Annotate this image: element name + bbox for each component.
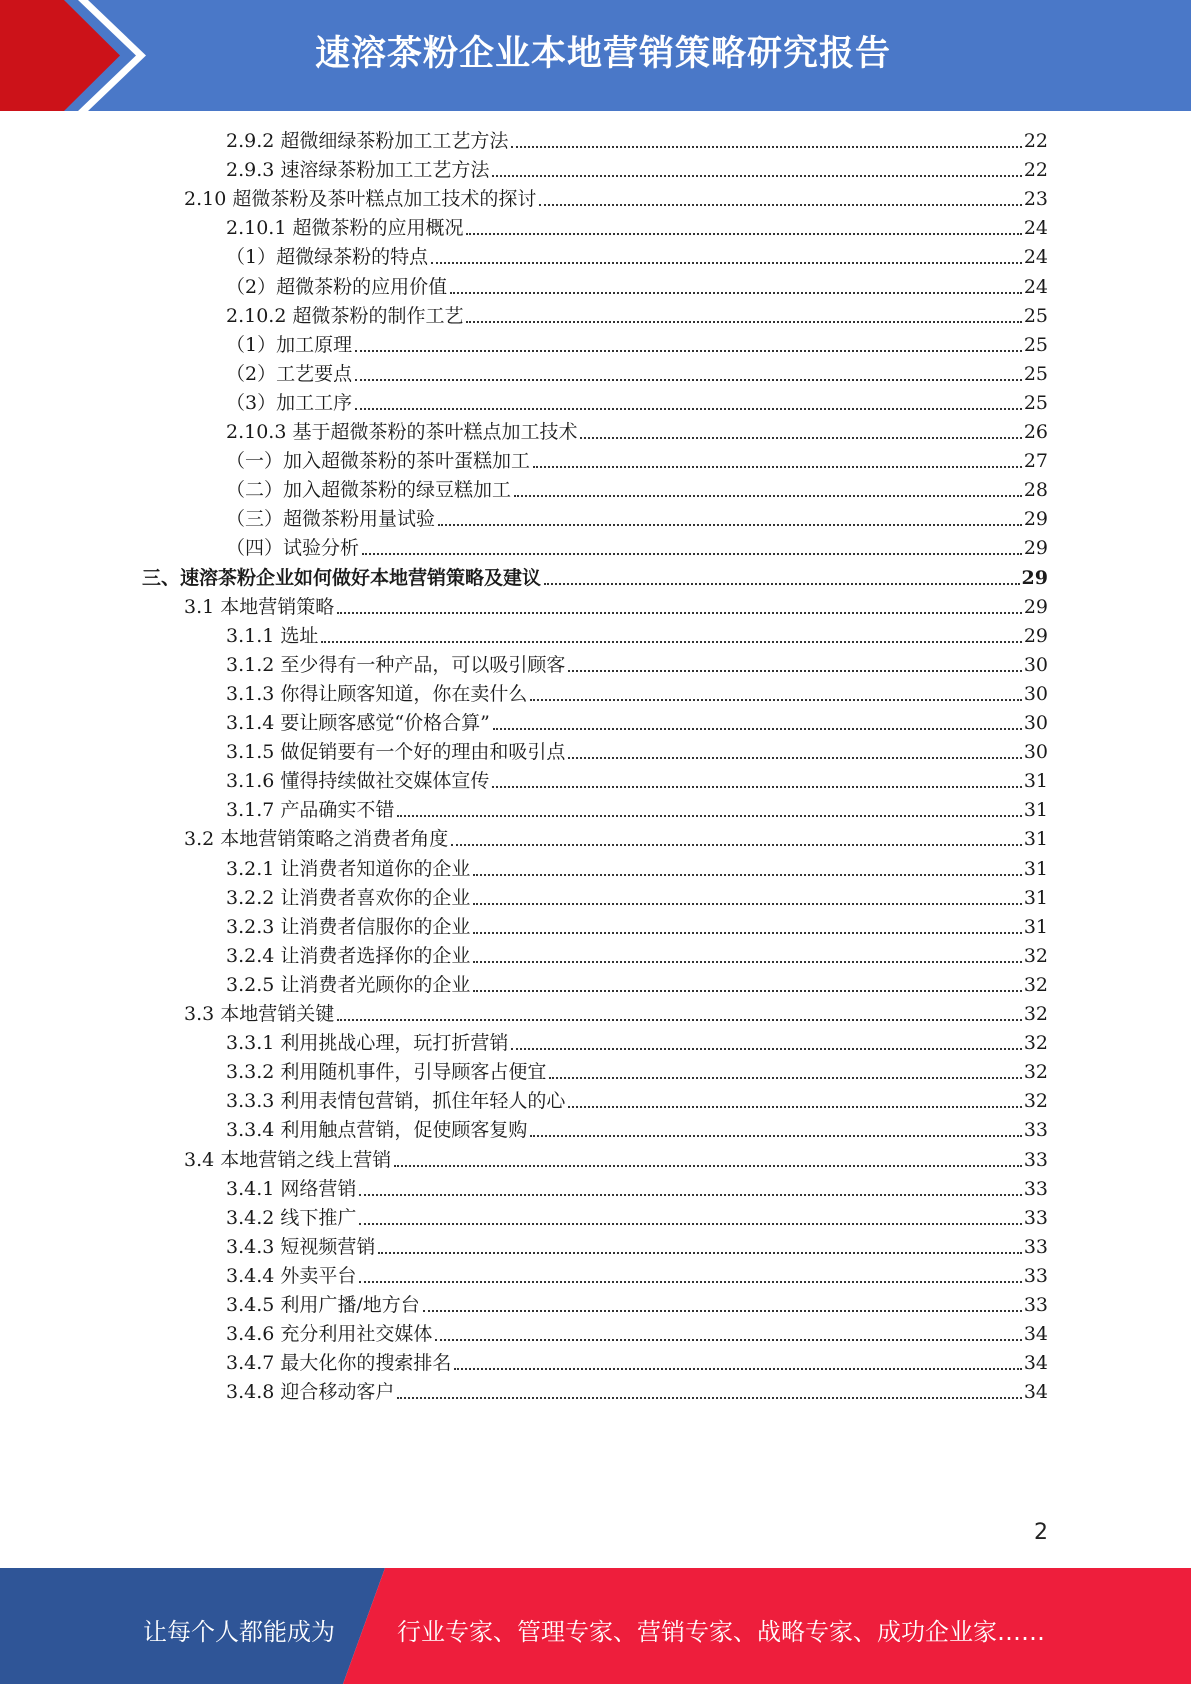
toc-entry-page: 25 xyxy=(1023,362,1048,385)
toc-leader-dots xyxy=(492,174,1021,177)
toc-entry-page: 31 xyxy=(1023,828,1048,851)
toc-entry-title: 3.3.3 利用表情包营销，抓住年轻人的心 xyxy=(226,1090,566,1113)
report-title: 速溶茶粉企业本地营销策略研究报告 xyxy=(314,34,891,74)
toc-entry[interactable] xyxy=(226,1234,1048,1260)
toc-entry-page: 31 xyxy=(1023,770,1048,793)
toc-leader-dots xyxy=(568,669,1021,672)
toc-entry-page: 30 xyxy=(1023,653,1048,676)
toc-leader-dots xyxy=(431,261,1022,264)
toc-entry-page: 33 xyxy=(1023,1206,1048,1229)
toc-entry-title: 2.10.3 基于超微茶粉的茶叶糕点加工技术 xyxy=(226,421,578,443)
toc-entry-title: 3.1.5 做促销要有一个好的理由和吸引点 xyxy=(226,741,566,764)
toc-entry-page: 22 xyxy=(1023,130,1048,152)
toc-entry-title: 3.1.2 至少得有一种产品，可以吸引顾客 xyxy=(226,653,566,676)
toc-leader-dots xyxy=(397,1396,1021,1399)
toc-entry[interactable] xyxy=(226,1088,1048,1114)
toc-leader-dots xyxy=(355,407,1022,410)
toc-entry-page: 32 xyxy=(1023,973,1048,996)
toc-entry[interactable] xyxy=(226,710,1048,736)
toc-entry[interactable] xyxy=(226,215,1048,241)
toc-entry-page: 33 xyxy=(1023,1235,1048,1258)
toc-leader-dots xyxy=(530,1134,1021,1137)
toc-entry-title: 3.2.1 让消费者知道你的企业 xyxy=(226,857,471,880)
toc-leader-dots xyxy=(511,145,1021,148)
toc-entry-title: 3.4.3 短视频营销 xyxy=(226,1235,376,1258)
toc-entry[interactable] xyxy=(226,448,1048,474)
toc-entry-title: 3.2.2 让消费者喜欢你的企业 xyxy=(226,886,471,909)
toc-entry[interactable] xyxy=(226,797,1048,823)
toc-entry-page: 29 xyxy=(1023,508,1048,531)
toc-entry[interactable] xyxy=(226,477,1048,503)
toc-entry-title: 3.2.5 让消费者光顾你的企业 xyxy=(226,973,471,996)
toc-entry[interactable] xyxy=(226,506,1048,532)
toc-entry-title: 3.3 本地营销关键 xyxy=(184,1003,335,1025)
toc-entry-page: 29 xyxy=(1023,624,1048,647)
toc-entry-title: 3.4.8 迎合移动客户 xyxy=(226,1381,395,1404)
toc-entry[interactable] xyxy=(226,419,1048,445)
toc-leader-dots xyxy=(580,436,1021,439)
toc-entry[interactable] xyxy=(142,565,1048,591)
toc-entry-page: 32 xyxy=(1023,1090,1048,1113)
toc-entry-title: （三）超微茶粉用量试验 xyxy=(226,508,436,531)
toc-entry-page: 31 xyxy=(1023,915,1048,938)
toc-entry-title: 3.4.2 线下推广 xyxy=(226,1206,357,1229)
toc-entry[interactable] xyxy=(226,157,1048,183)
toc-entry[interactable] xyxy=(226,914,1048,940)
toc-entry-page: 28 xyxy=(1023,479,1048,502)
toc-entry-title: （2）超微茶粉的应用价值 xyxy=(226,275,448,298)
toc-leader-dots xyxy=(454,1367,1021,1370)
toc-entry-page: 32 xyxy=(1023,1003,1048,1025)
toc-entry-page: 32 xyxy=(1023,1032,1048,1055)
toc-entry-page: 29 xyxy=(1021,566,1048,589)
toc-entry-title: 3.2.3 让消费者信服你的企业 xyxy=(226,915,471,938)
toc-leader-dots xyxy=(359,1193,1021,1196)
toc-entry-page: 33 xyxy=(1023,1177,1048,1200)
toc-leader-dots xyxy=(492,785,1021,788)
toc-leader-dots xyxy=(511,1047,1021,1050)
toc-entry-title: 3.1.7 产品确实不错 xyxy=(226,799,395,822)
toc-leader-dots xyxy=(378,1251,1021,1254)
toc-leader-dots xyxy=(423,1309,1022,1312)
toc-entry-page: 31 xyxy=(1023,799,1048,822)
toc-entry-title: 3.3.2 利用随机事件，引导顾客占便宜 xyxy=(226,1061,547,1084)
toc-leader-dots xyxy=(473,960,1021,963)
toc-entry-page: 32 xyxy=(1023,1061,1048,1084)
toc-entry[interactable] xyxy=(226,768,1048,794)
toc-entry-title: 3.3.4 利用触点营销，促使顾客复购 xyxy=(226,1119,528,1142)
footer-roles: 行业专家、管理专家、营销专家、战略专家、成功企业家…… xyxy=(397,1618,1045,1646)
toc-entry-page: 30 xyxy=(1023,741,1048,764)
toc-entry[interactable] xyxy=(226,885,1048,911)
toc-entry-page: 27 xyxy=(1023,450,1048,473)
toc-entry-title: 3.1.1 选址 xyxy=(226,624,319,647)
toc-entry-title: 3.4.1 网络营销 xyxy=(226,1177,357,1200)
toc-entry-page: 31 xyxy=(1023,886,1048,909)
toc-entry[interactable] xyxy=(184,826,1048,852)
toc-entry-page: 30 xyxy=(1023,712,1048,734)
toc-leader-dots xyxy=(451,843,1022,846)
toc-entry[interactable] xyxy=(184,594,1048,620)
toc-entry[interactable] xyxy=(226,390,1048,416)
toc-entry-title: （2）工艺要点 xyxy=(226,362,353,385)
toc-leader-dots xyxy=(466,320,1021,323)
toc-entry[interactable] xyxy=(226,1263,1048,1289)
toc-leader-dots xyxy=(337,1018,1022,1021)
toc-entry-page: 33 xyxy=(1023,1148,1048,1171)
toc-entry-page: 25 xyxy=(1023,304,1048,327)
toc-entry-title: 3.4.4 外卖平台 xyxy=(226,1264,357,1287)
toc-leader-dots xyxy=(473,989,1021,992)
toc-leader-dots xyxy=(359,1280,1021,1283)
toc-leader-dots xyxy=(355,378,1022,381)
toc-entry[interactable] xyxy=(226,244,1048,270)
toc-entry-title: 2.9.2 超微细绿茶粉加工工艺方法 xyxy=(226,130,509,152)
toc-entry-page: 30 xyxy=(1023,682,1048,705)
toc-entry-page: 31 xyxy=(1023,857,1048,880)
toc-leader-dots xyxy=(473,873,1021,876)
toc-leader-dots xyxy=(466,232,1021,235)
toc-entry-page: 26 xyxy=(1023,421,1048,443)
toc-entry-page: 24 xyxy=(1023,246,1048,269)
toc-entry-page: 34 xyxy=(1023,1323,1048,1346)
toc-entry-title: （一）加入超微茶粉的茶叶蛋糕加工 xyxy=(226,450,531,473)
toc-entry[interactable] xyxy=(226,1117,1048,1143)
toc-entry[interactable] xyxy=(226,1205,1048,1231)
toc-entry-page: 24 xyxy=(1023,275,1048,298)
toc-entry[interactable] xyxy=(226,1176,1048,1202)
toc-leader-dots xyxy=(394,1164,1022,1167)
toc-entry[interactable] xyxy=(226,972,1048,998)
toc-entry-title: 3.1 本地营销策略 xyxy=(184,595,335,618)
toc-entry[interactable] xyxy=(184,186,1048,212)
toc-entry[interactable] xyxy=(226,652,1048,678)
toc-entry[interactable] xyxy=(226,332,1048,358)
toc-entry-page: 23 xyxy=(1023,188,1048,211)
toc-leader-dots xyxy=(533,465,1022,468)
toc-entry[interactable] xyxy=(184,1001,1048,1027)
toc-entry[interactable] xyxy=(226,1292,1048,1318)
toc-entry-page: 25 xyxy=(1023,391,1048,414)
toc-entry-page: 33 xyxy=(1023,1264,1048,1287)
toc-entry-title: 3.4.5 利用广播/地方台 xyxy=(226,1294,420,1316)
page-footer xyxy=(0,1568,1191,1684)
toc-entry[interactable] xyxy=(226,1059,1048,1085)
toc-leader-dots xyxy=(493,727,1022,730)
toc-entry-title: 三、速溶茶粉企业如何做好本地营销策略及建议 xyxy=(142,566,542,589)
toc-leader-dots xyxy=(514,494,1022,497)
toc-entry-page: 24 xyxy=(1023,217,1048,240)
toc-leader-dots xyxy=(450,291,1022,294)
toc-leader-dots xyxy=(355,349,1022,352)
footer-slogan: 让每个人都能成为 xyxy=(143,1618,335,1646)
toc-leader-dots xyxy=(544,582,1020,585)
page-header xyxy=(0,0,1191,111)
toc-entry-title: 3.2 本地营销策略之消费者角度 xyxy=(184,828,449,851)
toc-entry-page: 29 xyxy=(1023,537,1048,560)
toc-entry-title: （1）加工原理 xyxy=(226,333,353,356)
toc-entry-page: 33 xyxy=(1023,1119,1048,1142)
toc-entry-title: 2.10.2 超微茶粉的制作工艺 xyxy=(226,304,464,327)
toc-entry-page: 25 xyxy=(1023,333,1048,356)
toc-entry[interactable] xyxy=(226,535,1048,561)
toc-entry-title: （二）加入超微茶粉的绿豆糕加工 xyxy=(226,479,512,502)
toc-leader-dots xyxy=(337,611,1022,614)
toc-entry[interactable] xyxy=(226,1350,1048,1376)
toc-leader-dots xyxy=(359,1222,1021,1225)
toc-entry-title: 3.1.4 要让顾客感觉“价格合算” xyxy=(226,712,490,734)
toc-entry[interactable] xyxy=(226,274,1048,300)
toc-leader-dots xyxy=(473,931,1021,934)
toc-entry[interactable] xyxy=(226,856,1048,882)
toc-entry[interactable] xyxy=(226,943,1048,969)
toc-leader-dots xyxy=(397,814,1021,817)
toc-entry-title: 2.9.3 速溶绿茶粉加工工艺方法 xyxy=(226,159,490,182)
toc-entry-title: 3.1.6 懂得持续做社交媒体宣传 xyxy=(226,770,490,793)
toc-leader-dots xyxy=(435,1338,1021,1341)
toc-leader-dots xyxy=(321,640,1021,643)
toc-entry-page: 33 xyxy=(1023,1294,1048,1316)
toc-entry-title: 3.2.4 让消费者选择你的企业 xyxy=(226,944,471,967)
toc-entry-title: （四）试验分析 xyxy=(226,537,360,560)
toc-entry[interactable] xyxy=(226,1030,1048,1056)
toc-entry-title: 3.4.7 最大化你的搜索排名 xyxy=(226,1352,452,1375)
toc-entry[interactable] xyxy=(226,128,1048,154)
toc-entry[interactable] xyxy=(184,1147,1048,1173)
toc-entry-title: （3）加工工序 xyxy=(226,391,353,414)
toc-entry-page: 34 xyxy=(1023,1352,1048,1375)
toc-leader-dots xyxy=(530,698,1021,701)
toc-entry[interactable] xyxy=(226,1321,1048,1347)
toc-entry-title: 3.4.6 充分利用社交媒体 xyxy=(226,1323,433,1346)
toc-leader-dots xyxy=(473,902,1021,905)
toc-entry[interactable] xyxy=(226,361,1048,387)
toc-entry-title: 2.10 超微茶粉及茶叶糕点加工技术的探讨 xyxy=(184,188,537,211)
toc-entry-title: 2.10.1 超微茶粉的应用概况 xyxy=(226,217,464,240)
toc-entry[interactable] xyxy=(226,1379,1048,1405)
toc-entry-page: 32 xyxy=(1023,944,1048,967)
toc-entry-title: 3.3.1 利用挑战心理，玩打折营销 xyxy=(226,1032,509,1055)
toc-entry[interactable] xyxy=(226,681,1048,707)
toc-leader-dots xyxy=(549,1076,1021,1079)
toc-entry-page: 34 xyxy=(1023,1381,1048,1404)
toc-leader-dots xyxy=(438,523,1022,526)
toc-leader-dots xyxy=(539,203,1021,206)
toc-entry[interactable] xyxy=(226,739,1048,765)
toc-leader-dots xyxy=(568,1105,1021,1108)
toc-entry[interactable] xyxy=(226,303,1048,329)
toc-entry-page: 22 xyxy=(1023,159,1048,182)
toc-entry-title: 3.1.3 你得让顾客知道，你在卖什么 xyxy=(226,682,528,705)
page-number: 2 xyxy=(1034,1520,1048,1545)
toc-entry[interactable] xyxy=(226,623,1048,649)
toc-leader-dots xyxy=(362,552,1022,555)
toc-entry-title: 3.4 本地营销之线上营销 xyxy=(184,1148,392,1171)
toc-leader-dots xyxy=(568,756,1021,759)
toc-entry-page: 29 xyxy=(1023,595,1048,618)
toc-entry-title: （1）超微绿茶粉的特点 xyxy=(226,246,429,269)
